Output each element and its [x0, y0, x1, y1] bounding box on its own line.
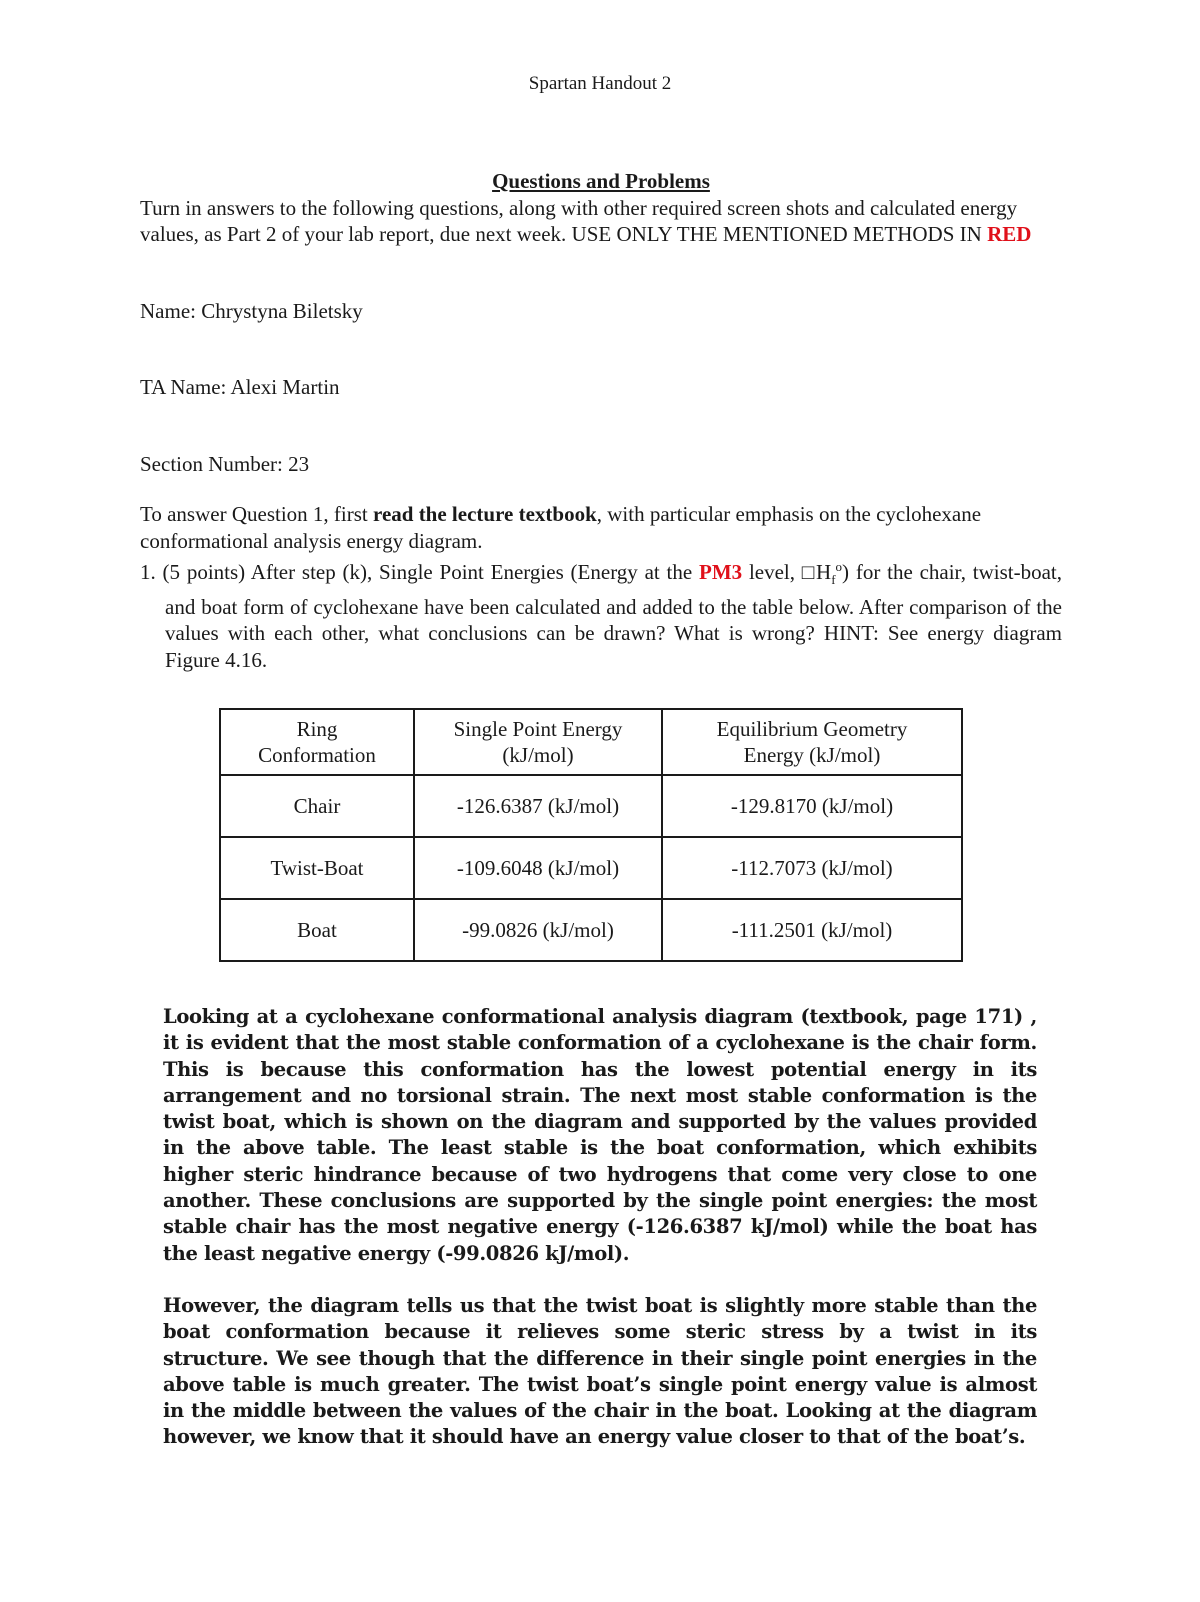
table-row [220, 837, 962, 899]
question-1 [140, 554, 1062, 673]
table-row [220, 775, 962, 837]
table-cell: -111.2501 (kJ/mol) [662, 899, 962, 961]
instructions [140, 195, 1062, 248]
answer-section [163, 1004, 1037, 1451]
lead-pre: To answer Question 1, first [140, 502, 373, 526]
section-title: Questions and Problems [492, 169, 710, 193]
q1-method: PM3 [699, 560, 743, 584]
answer-paragraph-2: However, the diagram tells us that the twist boat is slightly more stable than the boat conformation because it relieves some steric stress by a twist in its structure. We see though that the difference in their single point energies in the above table is much greater. The twist boat’s single point energy value is almost in the middle between the values of the chair in the boat. Looking at the diagram however, we know that it should have an energy value closer to that of the boat’s. [163, 1293, 1037, 1449]
table-header-row [220, 709, 962, 775]
instructions-red: RED [987, 222, 1032, 246]
q1-pre: 1. (5 points) After step (k), Single Point Energies (Energy at the [140, 560, 699, 584]
q1-mid: level, □H [742, 560, 832, 584]
table-cell: Chair [220, 775, 414, 837]
question-section [140, 168, 1062, 673]
energy-table [219, 708, 963, 962]
lead-bold: read the lecture textbook [373, 502, 597, 526]
table-cell: -129.8170 (kJ/mol) [662, 775, 962, 837]
table-cell: -112.7073 (kJ/mol) [662, 837, 962, 899]
table-cell: -126.6387 (kJ/mol) [414, 775, 662, 837]
table-cell: -109.6048 (kJ/mol) [414, 837, 662, 899]
ta-name: TA Name: Alexi Martin [140, 375, 340, 399]
table-cell: Twist-Boat [220, 837, 414, 899]
lead-post: , with particular emphasis on the cyclohexane conformational analysis energy diagram. [140, 502, 982, 553]
header-single-point-energy: Single Point Energy (kJ/mol) [414, 709, 662, 775]
q1-sup: o [835, 559, 843, 574]
q1-post: ) for the chair, twist-boat, and boat form of cyclohexane have been calculated and added to the table below. After comparison of the values with each other, what conclusions can be drawn? What is wrong? HINT: See energy diagram Figure 4.16. [165, 560, 1062, 672]
table-cell: -99.0826 (kJ/mol) [414, 899, 662, 961]
header-ring-conformation: Ring Conformation [220, 709, 414, 775]
header-equilibrium-geometry-energy: Equilibrium Geometry Energy (kJ/mol) [662, 709, 962, 775]
running-header: Spartan Handout 2 [528, 73, 672, 94]
table-cell: Boat [220, 899, 414, 961]
answer-paragraph-1: Looking at a cyclohexane conformational analysis diagram (textbook, page 171) , it is evident that the most stable conformation of a cyclohexane is the chair form. This is because this conformation has the lowest potential energy in its arrangement and no torsional strain. The next most stable conformation is the twist boat, which is shown on the diagram and supported by the values provided in the above table. The least stable is the boat conformation, which exhibits higher steric hindrance because of two hydrogens that come very close to one another. These conclusions are supported by the single point energies: the most stable chair has the most negative energy (-126.6387 kJ/mol) while the boat has the least negative energy (-99.0826 kJ/mol). [163, 1005, 1037, 1265]
q1-sub: f [831, 572, 836, 588]
instructions-text: Turn in answers to the following questions, along with other required screen shots and calculated energy values, as Part 2 of your lab report, due next week. USE ONLY THE MENTIONED METHODS IN [140, 195, 1018, 246]
lead-paragraph [140, 501, 1062, 554]
table-row [220, 899, 962, 961]
student-name: Name: Chrystyna Biletsky [140, 298, 363, 323]
section-number: Section Number: 23 [140, 451, 310, 476]
